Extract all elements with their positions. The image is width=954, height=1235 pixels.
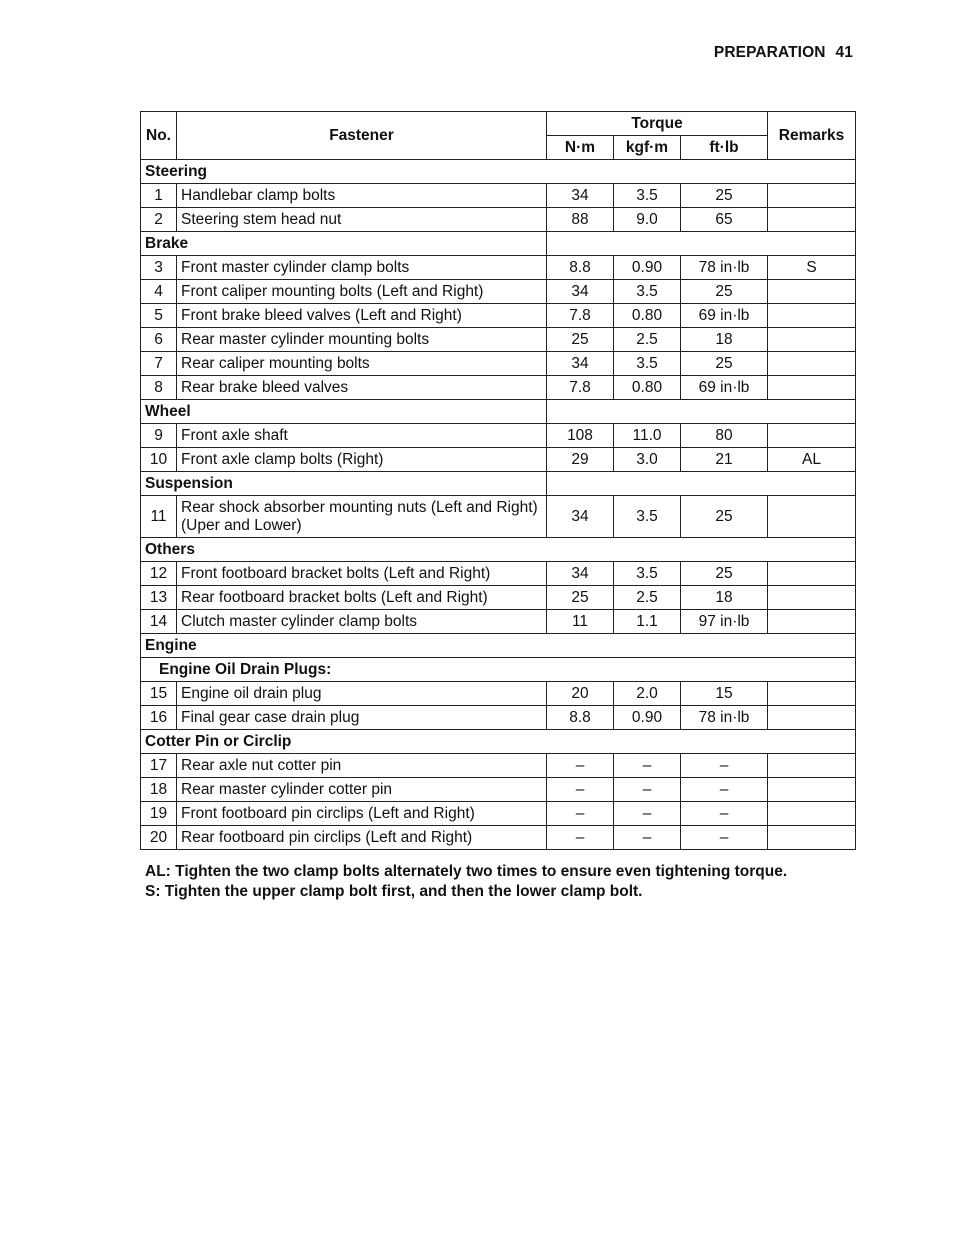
section-label: Engine — [141, 634, 856, 658]
header-nm: N·m — [547, 136, 614, 160]
note-al: AL: Tighten the two clamp bolts alternately two times to ensure even tightening torque. — [145, 863, 788, 880]
note-s: S: Tighten the upper clamp bolt first, and then the lower clamp bolt. — [145, 882, 643, 900]
table-body — [141, 160, 856, 850]
header-fastener: Fastener — [177, 112, 547, 160]
torque-ftlb: – — [681, 826, 768, 850]
notes — [145, 862, 787, 901]
remarks-cell — [768, 208, 856, 232]
section-row — [141, 538, 856, 562]
torque-nm: 8.8 — [547, 706, 614, 730]
section-row — [141, 634, 856, 658]
torque-ftlb: 78 in·lb — [681, 706, 768, 730]
row-number: 3 — [141, 256, 177, 280]
row-number: 20 — [141, 826, 177, 850]
torque-kgfm: 9.0 — [614, 208, 681, 232]
table-row — [141, 376, 856, 400]
fastener-name: Front axle clamp bolts (Right) — [177, 448, 547, 472]
fastener-name: Front footboard bracket bolts (Left and Right) — [177, 562, 547, 586]
fastener-name: Rear master cylinder mounting bolts — [177, 328, 547, 352]
torque-nm: 34 — [547, 184, 614, 208]
remarks-cell — [768, 802, 856, 826]
torque-nm: – — [547, 778, 614, 802]
header-remarks: Remarks — [768, 112, 856, 160]
table-row — [141, 610, 856, 634]
section-title: PREPARATION — [713, 44, 826, 61]
torque-kgfm: 3.5 — [614, 280, 681, 304]
torque-kgfm: 1.1 — [614, 610, 681, 634]
remarks-cell — [768, 778, 856, 802]
torque-nm: 25 — [547, 586, 614, 610]
table-row — [141, 448, 856, 472]
torque-nm: 25 — [547, 328, 614, 352]
torque-ftlb: 69 in·lb — [681, 376, 768, 400]
remarks-cell: S — [768, 256, 856, 280]
remarks-cell — [768, 682, 856, 706]
row-number: 17 — [141, 754, 177, 778]
torque-kgfm: 2.5 — [614, 586, 681, 610]
section-label: Suspension — [141, 472, 547, 496]
torque-kgfm: – — [614, 802, 681, 826]
torque-ftlb: 25 — [681, 280, 768, 304]
torque-nm: 29 — [547, 448, 614, 472]
torque-ftlb: 15 — [681, 682, 768, 706]
row-number: 2 — [141, 208, 177, 232]
section-label: Wheel — [141, 400, 547, 424]
torque-kgfm: – — [614, 754, 681, 778]
fastener-name: Rear axle nut cotter pin — [177, 754, 547, 778]
remarks-cell — [768, 424, 856, 448]
torque-kgfm: 0.80 — [614, 304, 681, 328]
torque-nm: 7.8 — [547, 304, 614, 328]
section-row — [141, 232, 856, 256]
fastener-name: Engine oil drain plug — [177, 682, 547, 706]
section-row — [141, 400, 856, 424]
table-row — [141, 682, 856, 706]
header-ftlb: ft·lb — [681, 136, 768, 160]
row-number: 10 — [141, 448, 177, 472]
torque-kgfm: 0.90 — [614, 706, 681, 730]
torque-nm: 34 — [547, 496, 614, 538]
remarks-cell — [768, 328, 856, 352]
torque-kgfm: 2.0 — [614, 682, 681, 706]
row-number: 9 — [141, 424, 177, 448]
torque-nm: – — [547, 802, 614, 826]
row-number: 5 — [141, 304, 177, 328]
torque-ftlb: 97 in·lb — [681, 610, 768, 634]
torque-table — [140, 111, 856, 850]
fastener-name: Front footboard pin circlips (Left and Right) — [177, 802, 547, 826]
section-row-empty — [547, 400, 856, 424]
page-number: 41 — [835, 44, 853, 61]
remarks-cell — [768, 352, 856, 376]
table-row — [141, 586, 856, 610]
fastener-name: Front caliper mounting bolts (Left and Right) — [177, 280, 547, 304]
table-row — [141, 826, 856, 850]
table-row — [141, 706, 856, 730]
torque-ftlb: 21 — [681, 448, 768, 472]
fastener-name: Front brake bleed valves (Left and Right) — [177, 304, 547, 328]
remarks-cell — [768, 562, 856, 586]
table-row — [141, 562, 856, 586]
torque-ftlb: 18 — [681, 328, 768, 352]
torque-ftlb: 25 — [681, 496, 768, 538]
row-number: 18 — [141, 778, 177, 802]
row-number: 11 — [141, 496, 177, 538]
table-row — [141, 754, 856, 778]
torque-ftlb: 69 in·lb — [681, 304, 768, 328]
section-row-empty — [547, 472, 856, 496]
remarks-cell — [768, 706, 856, 730]
section-row-empty — [547, 232, 856, 256]
fastener-name: Front axle shaft — [177, 424, 547, 448]
torque-nm: 88 — [547, 208, 614, 232]
torque-nm: 34 — [547, 352, 614, 376]
remarks-cell — [768, 304, 856, 328]
torque-nm: – — [547, 754, 614, 778]
row-number: 16 — [141, 706, 177, 730]
torque-kgfm: – — [614, 826, 681, 850]
table-row — [141, 184, 856, 208]
fastener-name: Rear brake bleed valves — [177, 376, 547, 400]
row-number: 14 — [141, 610, 177, 634]
fastener-name: Front master cylinder clamp bolts — [177, 256, 547, 280]
torque-nm: 7.8 — [547, 376, 614, 400]
row-number: 7 — [141, 352, 177, 376]
row-number: 12 — [141, 562, 177, 586]
section-label: Steering — [141, 160, 856, 184]
torque-kgfm: 3.5 — [614, 562, 681, 586]
torque-nm: 8.8 — [547, 256, 614, 280]
table-row — [141, 496, 856, 538]
remarks-cell — [768, 496, 856, 538]
remarks-cell — [768, 184, 856, 208]
remarks-cell — [768, 280, 856, 304]
torque-nm: 34 — [547, 280, 614, 304]
subsection-label: Engine Oil Drain Plugs: — [141, 658, 856, 682]
torque-nm: 108 — [547, 424, 614, 448]
page-header — [714, 44, 853, 62]
table-row — [141, 256, 856, 280]
table-row — [141, 328, 856, 352]
fastener-name: Rear shock absorber mounting nuts (Left and Right)(Uper and Lower) — [177, 496, 547, 538]
torque-nm: 11 — [547, 610, 614, 634]
torque-ftlb: 25 — [681, 562, 768, 586]
torque-kgfm: 0.90 — [614, 256, 681, 280]
fastener-name: Rear master cylinder cotter pin — [177, 778, 547, 802]
torque-ftlb: 65 — [681, 208, 768, 232]
remarks-cell — [768, 610, 856, 634]
torque-nm: 20 — [547, 682, 614, 706]
table-row — [141, 280, 856, 304]
table-row — [141, 304, 856, 328]
table-row — [141, 778, 856, 802]
torque-kgfm: 3.5 — [614, 352, 681, 376]
torque-ftlb: – — [681, 754, 768, 778]
torque-nm: 34 — [547, 562, 614, 586]
torque-kgfm: 3.5 — [614, 184, 681, 208]
fastener-name: Rear footboard pin circlips (Left and Right) — [177, 826, 547, 850]
row-number: 8 — [141, 376, 177, 400]
torque-kgfm: 2.5 — [614, 328, 681, 352]
table-row — [141, 424, 856, 448]
fastener-name: Steering stem head nut — [177, 208, 547, 232]
torque-nm: – — [547, 826, 614, 850]
header-kgfm: kgf·m — [614, 136, 681, 160]
section-label: Others — [141, 538, 856, 562]
fastener-name: Rear caliper mounting bolts — [177, 352, 547, 376]
header-torque: Torque — [547, 112, 768, 136]
torque-ftlb: – — [681, 802, 768, 826]
torque-ftlb: 25 — [681, 352, 768, 376]
row-number: 15 — [141, 682, 177, 706]
row-number: 4 — [141, 280, 177, 304]
row-number: 6 — [141, 328, 177, 352]
section-label: Brake — [141, 232, 547, 256]
remarks-cell — [768, 586, 856, 610]
section-row — [141, 160, 856, 184]
remarks-cell — [768, 754, 856, 778]
header-no: No. — [141, 112, 177, 160]
fastener-name: Rear footboard bracket bolts (Left and Right) — [177, 586, 547, 610]
section-label: Cotter Pin or Circlip — [141, 730, 856, 754]
section-row — [141, 730, 856, 754]
torque-ftlb: 18 — [681, 586, 768, 610]
table-row — [141, 802, 856, 826]
section-row — [141, 472, 856, 496]
torque-kgfm: 0.80 — [614, 376, 681, 400]
table-header — [141, 112, 856, 160]
torque-ftlb: – — [681, 778, 768, 802]
table-row — [141, 208, 856, 232]
remarks-cell — [768, 826, 856, 850]
fastener-name: Clutch master cylinder clamp bolts — [177, 610, 547, 634]
remarks-cell — [768, 376, 856, 400]
torque-ftlb: 25 — [681, 184, 768, 208]
remarks-cell: AL — [768, 448, 856, 472]
table-row — [141, 352, 856, 376]
fastener-name: Handlebar clamp bolts — [177, 184, 547, 208]
row-number: 19 — [141, 802, 177, 826]
section-row — [141, 658, 856, 682]
row-number: 1 — [141, 184, 177, 208]
torque-kgfm: – — [614, 778, 681, 802]
torque-kgfm: 3.5 — [614, 496, 681, 538]
fastener-name: Final gear case drain plug — [177, 706, 547, 730]
torque-kgfm: 3.0 — [614, 448, 681, 472]
torque-kgfm: 11.0 — [614, 424, 681, 448]
torque-ftlb: 80 — [681, 424, 768, 448]
torque-ftlb: 78 in·lb — [681, 256, 768, 280]
row-number: 13 — [141, 586, 177, 610]
